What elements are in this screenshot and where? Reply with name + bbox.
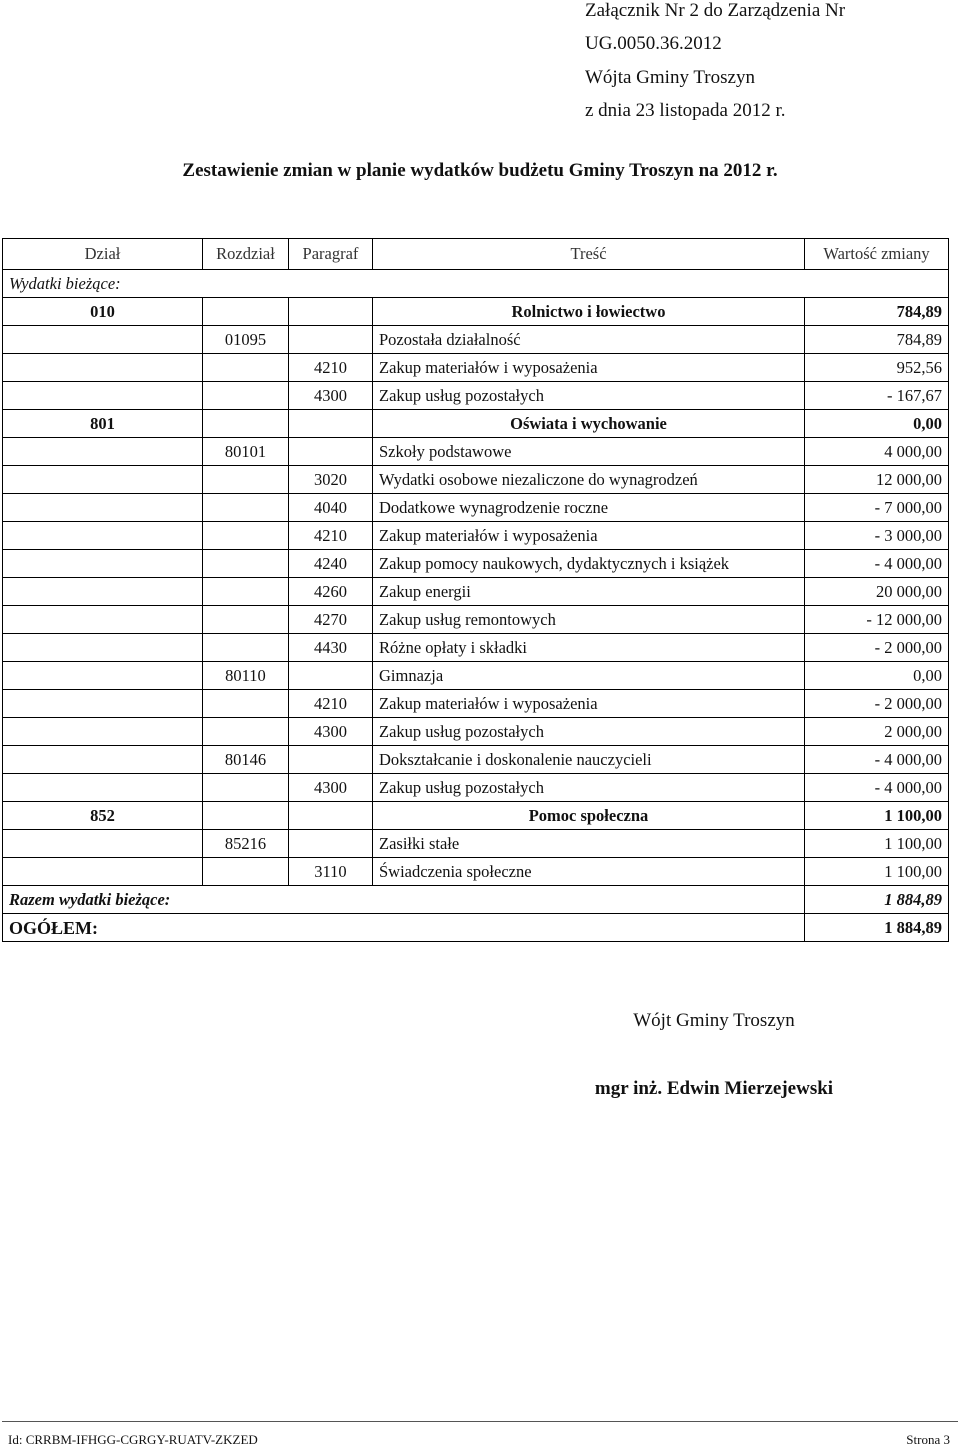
cell-wartosc: 784,89	[805, 298, 949, 326]
cell-dzial	[3, 382, 203, 410]
cell-rozdzial	[203, 466, 289, 494]
cell-wartosc: - 7 000,00	[805, 494, 949, 522]
cell-dzial: 010	[3, 298, 203, 326]
cell-paragraf: 4210	[289, 690, 373, 718]
subtotal-value: 1 884,89	[805, 886, 949, 914]
cell-wartosc: - 4 000,00	[805, 550, 949, 578]
cell-paragraf: 4300	[289, 718, 373, 746]
cell-rozdzial	[203, 718, 289, 746]
table-row	[3, 354, 949, 382]
cell-paragraf: 4210	[289, 354, 373, 382]
table-row	[3, 550, 949, 578]
cell-dzial	[3, 578, 203, 606]
table-row	[3, 718, 949, 746]
cell-tresc: Wydatki osobowe niezaliczone do wynagrodzeń	[373, 466, 805, 494]
cell-tresc: Dokształcanie i doskonalenie nauczycieli	[373, 746, 805, 774]
table-row	[3, 690, 949, 718]
cell-rozdzial	[203, 774, 289, 802]
cell-paragraf: 4270	[289, 606, 373, 634]
cell-tresc: Zakup usług remontowych	[373, 606, 805, 634]
section-label: Wydatki bieżące:	[3, 270, 949, 298]
cell-rozdzial	[203, 494, 289, 522]
cell-dzial	[3, 690, 203, 718]
cell-wartosc: 0,00	[805, 662, 949, 690]
cell-wartosc: 2 000,00	[805, 718, 949, 746]
table-row	[3, 774, 949, 802]
cell-rozdzial: 85216	[203, 830, 289, 858]
cell-wartosc: 1 100,00	[805, 802, 949, 830]
budget-table	[2, 238, 949, 942]
cell-dzial	[3, 494, 203, 522]
cell-tresc: Szkoły podstawowe	[373, 438, 805, 466]
cell-tresc: Dodatkowe wynagrodzenie roczne	[373, 494, 805, 522]
cell-rozdzial	[203, 690, 289, 718]
table-row	[3, 634, 949, 662]
cell-rozdzial: 80146	[203, 746, 289, 774]
cell-rozdzial	[203, 382, 289, 410]
table-row	[3, 298, 949, 326]
table-row	[3, 410, 949, 438]
cell-wartosc: - 2 000,00	[805, 690, 949, 718]
cell-wartosc: 1 100,00	[805, 858, 949, 886]
cell-dzial	[3, 718, 203, 746]
cell-paragraf	[289, 326, 373, 354]
cell-tresc: Zakup usług pozostałych	[373, 774, 805, 802]
cell-dzial	[3, 774, 203, 802]
signature-role: Wójt Gminy Troszyn	[633, 1010, 795, 1031]
cell-wartosc: - 2 000,00	[805, 634, 949, 662]
cell-wartosc: 784,89	[805, 326, 949, 354]
cell-dzial: 852	[3, 802, 203, 830]
cell-tresc: Rolnictwo i łowiectwo	[373, 298, 805, 326]
document-title: Zestawienie zmian w planie wydatków budżetu Gminy Troszyn na 2012 r.	[182, 160, 778, 181]
cell-paragraf	[289, 298, 373, 326]
cell-rozdzial	[203, 298, 289, 326]
cell-paragraf: 4260	[289, 578, 373, 606]
cell-paragraf	[289, 830, 373, 858]
cell-paragraf	[289, 410, 373, 438]
cell-paragraf	[289, 746, 373, 774]
cell-tresc: Zasiłki stałe	[373, 830, 805, 858]
cell-dzial	[3, 858, 203, 886]
column-header-tresc: Treść	[373, 239, 805, 270]
cell-wartosc: 20 000,00	[805, 578, 949, 606]
cell-dzial	[3, 354, 203, 382]
cell-paragraf: 4240	[289, 550, 373, 578]
cell-tresc: Pomoc społeczna	[373, 802, 805, 830]
total-row	[3, 914, 949, 942]
table-row	[3, 578, 949, 606]
cell-rozdzial: 80101	[203, 438, 289, 466]
cell-paragraf: 4300	[289, 382, 373, 410]
cell-rozdzial	[203, 410, 289, 438]
cell-rozdzial: 80110	[203, 662, 289, 690]
subtotal-row	[3, 886, 949, 914]
column-header-dzial: Dział	[3, 239, 203, 270]
total-label: OGÓŁEM:	[3, 914, 805, 942]
cell-dzial	[3, 746, 203, 774]
cell-dzial	[3, 662, 203, 690]
table-row	[3, 662, 949, 690]
cell-tresc: Zakup usług pozostałych	[373, 382, 805, 410]
cell-rozdzial	[203, 634, 289, 662]
subtotal-label: Razem wydatki bieżące:	[3, 886, 805, 914]
cell-tresc: Zakup materiałów i wyposażenia	[373, 354, 805, 382]
cell-tresc: Zakup energii	[373, 578, 805, 606]
table-row	[3, 746, 949, 774]
cell-tresc: Świadczenia społeczne	[373, 858, 805, 886]
cell-wartosc: 952,56	[805, 354, 949, 382]
cell-rozdzial	[203, 578, 289, 606]
table-header-row	[3, 239, 949, 270]
header-line-4: z dnia 23 listopada 2012 r.	[585, 100, 786, 121]
cell-dzial	[3, 438, 203, 466]
cell-tresc: Gimnazja	[373, 662, 805, 690]
column-header-wartosc: Wartość zmiany	[805, 239, 949, 270]
footer-divider	[2, 1421, 958, 1422]
cell-tresc: Zakup materiałów i wyposażenia	[373, 522, 805, 550]
cell-rozdzial	[203, 606, 289, 634]
cell-rozdzial: 01095	[203, 326, 289, 354]
cell-tresc: Zakup pomocy naukowych, dydaktycznych i książek	[373, 550, 805, 578]
cell-rozdzial	[203, 858, 289, 886]
table-row	[3, 494, 949, 522]
cell-dzial	[3, 522, 203, 550]
cell-rozdzial	[203, 802, 289, 830]
cell-paragraf	[289, 662, 373, 690]
cell-dzial	[3, 550, 203, 578]
cell-tresc: Różne opłaty i składki	[373, 634, 805, 662]
cell-dzial	[3, 606, 203, 634]
table-row	[3, 858, 949, 886]
cell-tresc: Zakup usług pozostałych	[373, 718, 805, 746]
cell-dzial: 801	[3, 410, 203, 438]
cell-paragraf: 4300	[289, 774, 373, 802]
cell-wartosc: 0,00	[805, 410, 949, 438]
cell-dzial	[3, 830, 203, 858]
table-row	[3, 382, 949, 410]
cell-rozdzial	[203, 550, 289, 578]
cell-paragraf: 4430	[289, 634, 373, 662]
cell-tresc: Oświata i wychowanie	[373, 410, 805, 438]
cell-paragraf: 3110	[289, 858, 373, 886]
cell-paragraf	[289, 438, 373, 466]
cell-rozdzial	[203, 354, 289, 382]
cell-wartosc: 12 000,00	[805, 466, 949, 494]
cell-tresc: Pozostała działalność	[373, 326, 805, 354]
cell-paragraf: 4210	[289, 522, 373, 550]
cell-wartosc: - 3 000,00	[805, 522, 949, 550]
cell-wartosc: - 4 000,00	[805, 746, 949, 774]
cell-rozdzial	[203, 522, 289, 550]
footer-page-number: Strona 3	[906, 1432, 950, 1447]
cell-wartosc: 4 000,00	[805, 438, 949, 466]
header-line-3: Wójta Gminy Troszyn	[585, 67, 755, 88]
signature-name: mgr inż. Edwin Mierzejewski	[594, 1078, 834, 1099]
cell-paragraf: 4040	[289, 494, 373, 522]
cell-wartosc: - 167,67	[805, 382, 949, 410]
table-row	[3, 466, 949, 494]
header-line-1: Załącznik Nr 2 do Zarządzenia Nr	[585, 0, 846, 21]
cell-wartosc: - 4 000,00	[805, 774, 949, 802]
cell-tresc: Zakup materiałów i wyposażenia	[373, 690, 805, 718]
table-row	[3, 830, 949, 858]
table-row	[3, 522, 949, 550]
cell-dzial	[3, 326, 203, 354]
column-header-paragraf: Paragraf	[289, 239, 373, 270]
table-row	[3, 802, 949, 830]
cell-wartosc: - 12 000,00	[805, 606, 949, 634]
header-line-2: UG.0050.36.2012	[585, 33, 722, 54]
table-row	[3, 606, 949, 634]
footer-document-id: Id: CRRBM-IFHGG-CGRGY-RUATV-ZKZED	[8, 1432, 258, 1447]
total-value: 1 884,89	[805, 914, 949, 942]
budget-table-body	[3, 239, 949, 942]
cell-dzial	[3, 634, 203, 662]
column-header-rozdzial: Rozdział	[203, 239, 289, 270]
table-row	[3, 326, 949, 354]
table-row	[3, 438, 949, 466]
cell-dzial	[3, 466, 203, 494]
cell-paragraf	[289, 802, 373, 830]
cell-paragraf: 3020	[289, 466, 373, 494]
cell-wartosc: 1 100,00	[805, 830, 949, 858]
section-row	[3, 270, 949, 298]
